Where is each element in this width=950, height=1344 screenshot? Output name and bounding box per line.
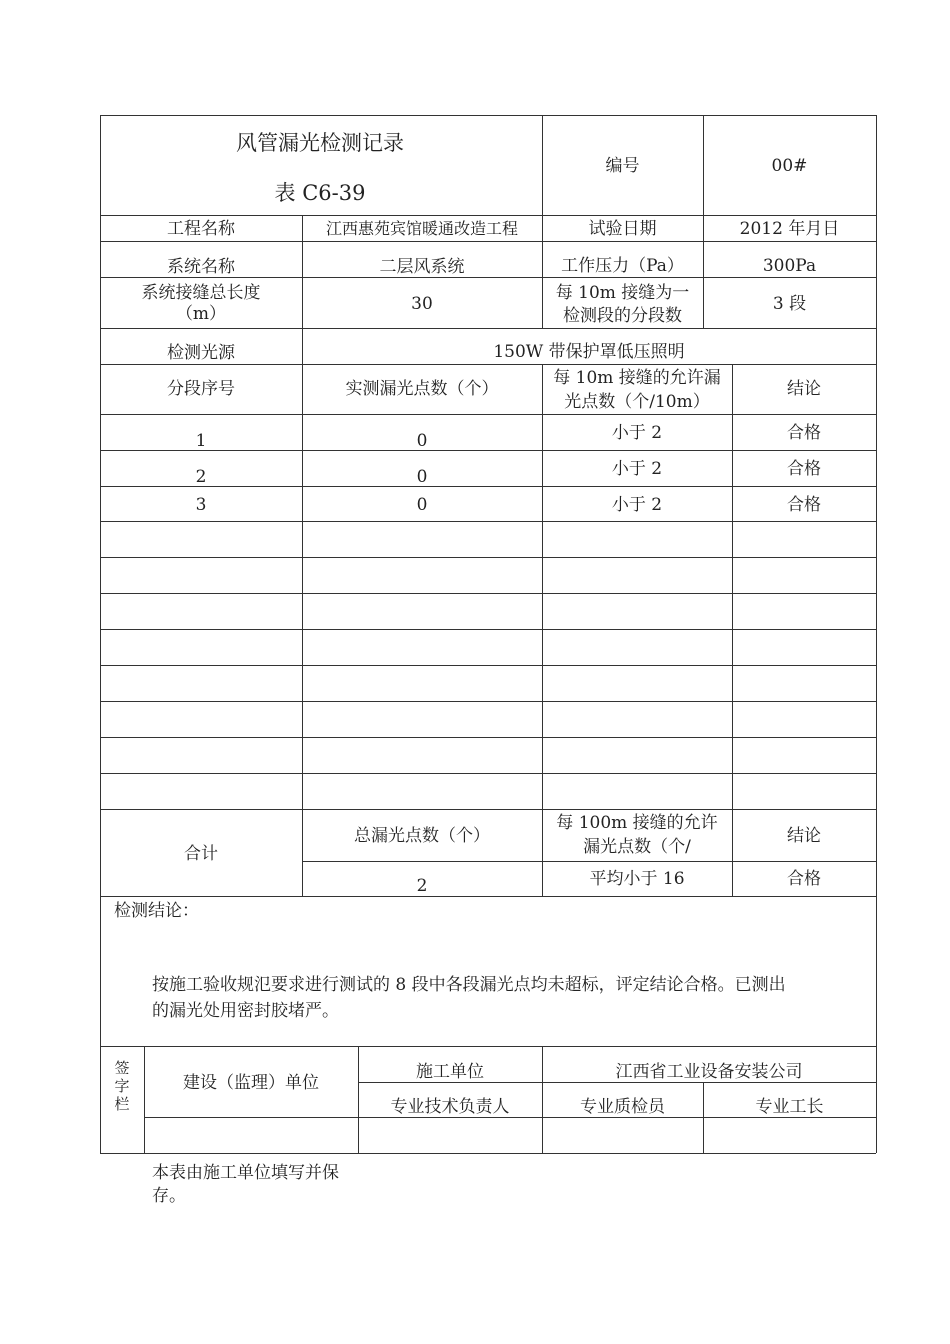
footer-note-2: 存。: [152, 1186, 186, 1206]
total-label: 合计: [184, 844, 218, 864]
total-conclusion-label: 结论: [787, 826, 821, 846]
signature-side-label-3: 栏: [114, 1095, 130, 1113]
project-name-value: 江西惠苑宾馆暖通改造工程: [325, 219, 518, 238]
rule: [100, 115, 876, 116]
work-pressure-value: 300Pa: [762, 256, 817, 276]
rule: [100, 241, 876, 242]
row-seq: 2: [195, 467, 207, 487]
rule: [302, 861, 876, 862]
col-header-conclusion: 结论: [787, 379, 821, 399]
rule: [100, 1046, 876, 1047]
rule: [100, 1153, 876, 1154]
rule: [100, 773, 876, 774]
joint-length-label: 系统接缝总长度: [141, 283, 261, 303]
row-allowed: 小于 2: [611, 495, 663, 515]
foreman-label: 专业工长: [755, 1097, 824, 1117]
tech-lead-label: 专业技术负责人: [390, 1097, 510, 1117]
rule: [876, 115, 877, 1153]
system-name-label: 系统名称: [167, 257, 235, 277]
conclusion-text: 按施工验收规氾要求进行测试的 8 段中各段漏光点均未超标，评定结论合格。已测出: [152, 975, 786, 995]
row-measured: 0: [416, 495, 428, 515]
col-header-measured: 实测漏光点数（个）: [345, 379, 499, 399]
row-allowed: 小于 2: [611, 459, 663, 479]
quality-inspector-label: 专业质检员: [580, 1097, 665, 1117]
allowed-100-label: 每 100m 接缝的允许: [556, 813, 718, 833]
conclusion-label: 检测结论：: [114, 901, 199, 921]
joint-length-value: 30: [411, 294, 433, 314]
allowed-100-value: 平均小于 16: [589, 869, 685, 889]
row-conclusion: 合格: [787, 423, 821, 443]
rule: [100, 629, 876, 630]
col-header-allowed-2: 光点数（个/10m）: [564, 392, 710, 412]
row-measured: 0: [416, 431, 428, 451]
segments-label: 每 10m 接缝为一: [555, 283, 690, 303]
light-source-value: 150W 带保护罩低压照明: [493, 342, 685, 362]
rule: [100, 328, 876, 329]
total-conclusion-value: 合格: [787, 869, 821, 889]
segments-value: 3 段: [772, 294, 807, 314]
rule: [100, 593, 876, 594]
system-name-value: 二层风系统: [379, 257, 465, 277]
rule: [144, 1046, 145, 1153]
row-seq: 3: [195, 495, 207, 515]
rule: [100, 701, 876, 702]
conclusion-text-2: 的漏光处用密封胶堵严。: [152, 1001, 339, 1021]
footer-note: 本表由施工单位填写并保: [152, 1163, 339, 1183]
test-date-label: 试验日期: [588, 219, 657, 239]
light-source-label: 检测光源: [167, 343, 235, 363]
work-pressure-label: 工作压力（Pa）: [561, 256, 684, 276]
test-date-value: 2012 年月日: [739, 219, 840, 239]
rule: [100, 521, 876, 522]
joint-length-unit: （m）: [175, 304, 227, 324]
rule: [100, 665, 876, 666]
total-points-label: 总漏光点数（个）: [354, 826, 490, 846]
rule: [100, 809, 876, 810]
rule: [100, 737, 876, 738]
row-allowed: 小于 2: [611, 423, 663, 443]
number-label: 编号: [605, 156, 640, 176]
col-header-allowed: 每 10m 接缝的允许漏: [553, 368, 721, 388]
total-points-value: 2: [416, 876, 428, 896]
row-measured: 0: [416, 467, 428, 487]
construction-unit-label: 施工单位: [416, 1062, 484, 1082]
segments-label-2: 检测段的分段数: [563, 306, 682, 326]
form-title: 风管漏光检测记录: [236, 131, 404, 155]
col-header-seq: 分段序号: [167, 379, 235, 399]
supervision-unit-label: 建设（监理）单位: [183, 1073, 319, 1093]
rule: [100, 215, 876, 216]
number-value: 00#: [771, 156, 808, 176]
signature-side-label: 签: [114, 1059, 130, 1077]
project-name-label: 工程名称: [167, 219, 235, 239]
allowed-100-label-2: 漏光点数（个/: [583, 837, 691, 857]
rule: [100, 414, 876, 415]
row-conclusion: 合格: [787, 495, 821, 515]
rule: [100, 557, 876, 558]
form-code: 表 C6-39: [274, 181, 366, 205]
signature-side-label-2: 字: [114, 1077, 130, 1095]
row-conclusion: 合格: [787, 459, 821, 479]
row-seq: 1: [195, 431, 207, 451]
construction-unit-value: 江西省工业设备安装公司: [615, 1062, 803, 1082]
